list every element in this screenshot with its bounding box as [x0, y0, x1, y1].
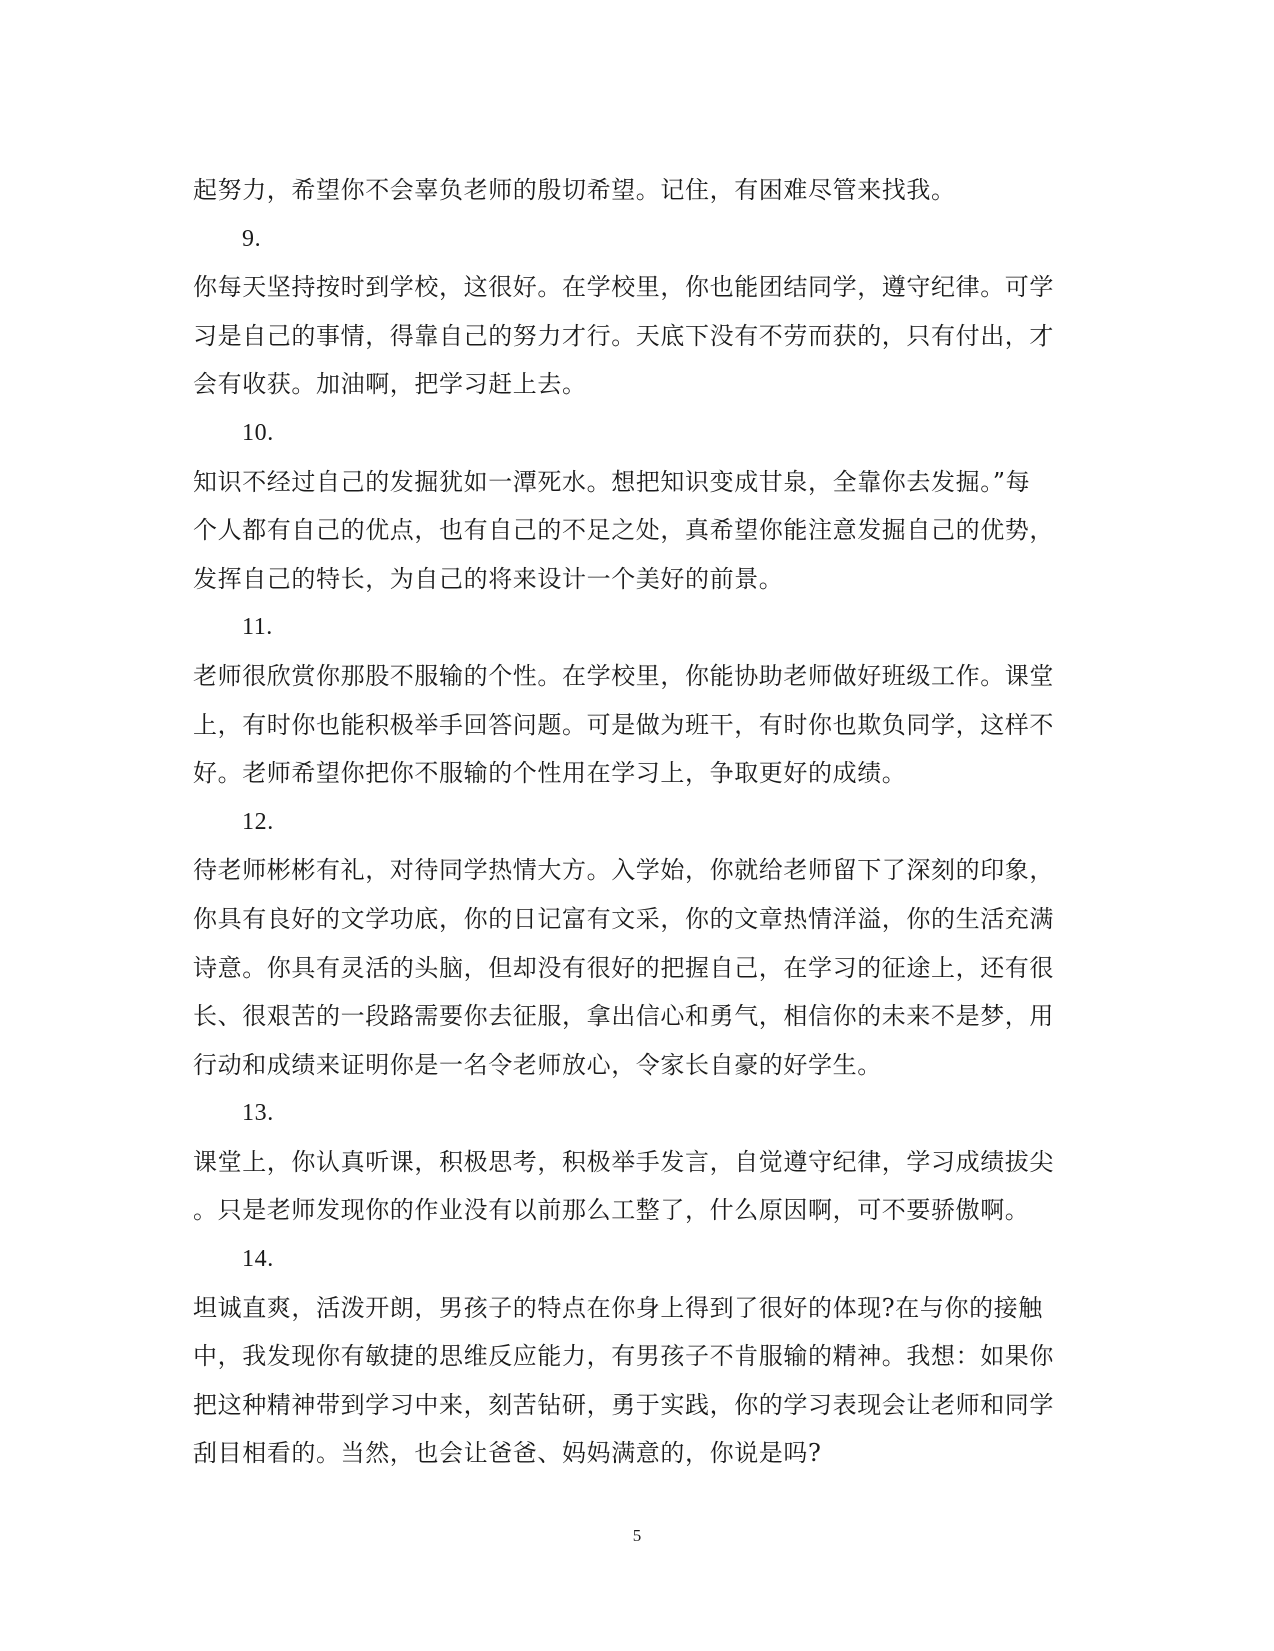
text-line: 待老师彬彬有礼，对待同学热情大方。入学始，你就给老师留下了深刻的印象，	[193, 856, 1054, 885]
text-line: 起努力，希望你不会辜负老师的殷切希望。记住，有困难尽管来找我。	[193, 176, 956, 204]
comment-paragraph	[193, 458, 1073, 604]
text-line: 上，有时你也能积极举手回答问题。可是做为班干，有时你也欺负同学，这样不	[193, 710, 1054, 739]
text-line: 行动和成绩来证明你是一名令老师放心，令家长自豪的好学生。	[193, 1050, 882, 1079]
text-line: 习是自己的事情，得靠自己的努力才行。天底下没有不劳而获的，只有付出，才	[193, 321, 1054, 350]
item-number: 13.	[242, 1100, 274, 1127]
text-line: 好。老师希望你把你不服输的个性用在学习上，争取更好的成绩。	[193, 759, 907, 788]
text-line: 中，我发现你有敏捷的思维反应能力，有男孩子不肯服输的精神。我想：如果你	[193, 1342, 1054, 1371]
text-line: 你具有良好的文学功底，你的日记富有文采，你的文章热情洋溢，你的生活充满	[193, 904, 1054, 933]
comment-paragraph	[193, 166, 1073, 215]
text-line: 。只是老师发现你的作业没有以前那么工整了，什么原因啊，可不要骄傲啊。	[193, 1196, 1030, 1225]
item-number: 14.	[242, 1246, 274, 1273]
text-line: 坦诚直爽，活泼开朗，男孩子的特点在你身上得到了很好的体现?在与你的接触	[193, 1293, 1043, 1322]
text-line: 你每天坚持按时到学校，这很好。在学校里，你也能团结同学，遵守纪律。可学	[193, 273, 1054, 302]
text-line: 会有收获。加油啊，把学习赶上去。	[193, 370, 587, 399]
item-number: 10.	[242, 419, 274, 446]
page-number: 5	[632, 1526, 642, 1545]
text-line: 知识不经过自己的发掘犹如一潭死水。想把知识变成甘泉，全靠你去发掘。”每	[193, 467, 1031, 496]
comment-paragraph	[193, 263, 1073, 409]
text-line: 课堂上，你认真听课，积极思考，积极举手发言，自觉遵守纪律，学习成绩拔尖	[193, 1147, 1054, 1176]
comment-paragraph	[193, 1138, 1073, 1235]
comment-paragraph	[193, 1284, 1073, 1478]
item-number: 11.	[242, 614, 273, 641]
text-line: 个人都有自己的优点，也有自己的不足之处，真希望你能注意发掘自己的优势，	[193, 516, 1054, 545]
document-body	[193, 166, 1073, 1478]
comment-paragraph	[193, 846, 1073, 1089]
text-line: 发挥自己的特长，为自己的将来设计一个美好的前景。	[193, 564, 784, 593]
comment-paragraph	[193, 652, 1073, 798]
text-line: 把这种精神带到学习中来，刻苦钻研，勇于实践，你的学习表现会让老师和同学	[193, 1390, 1054, 1419]
text-line: 诗意。你具有灵活的头脑，但却没有很好的把握自己，在学习的征途上，还有很	[193, 953, 1054, 982]
item-number: 9.	[242, 225, 262, 252]
item-number: 12.	[242, 808, 274, 835]
text-line: 老师很欣赏你那股不服输的个性。在学校里，你能协助老师做好班级工作。课堂	[193, 661, 1054, 690]
text-line: 长、很艰苦的一段路需要你去征服，拿出信心和勇气，相信你的未来不是梦，用	[193, 1002, 1054, 1031]
text-line: 刮目相看的。当然，也会让爸爸、妈妈满意的，你说是吗?	[193, 1439, 822, 1468]
